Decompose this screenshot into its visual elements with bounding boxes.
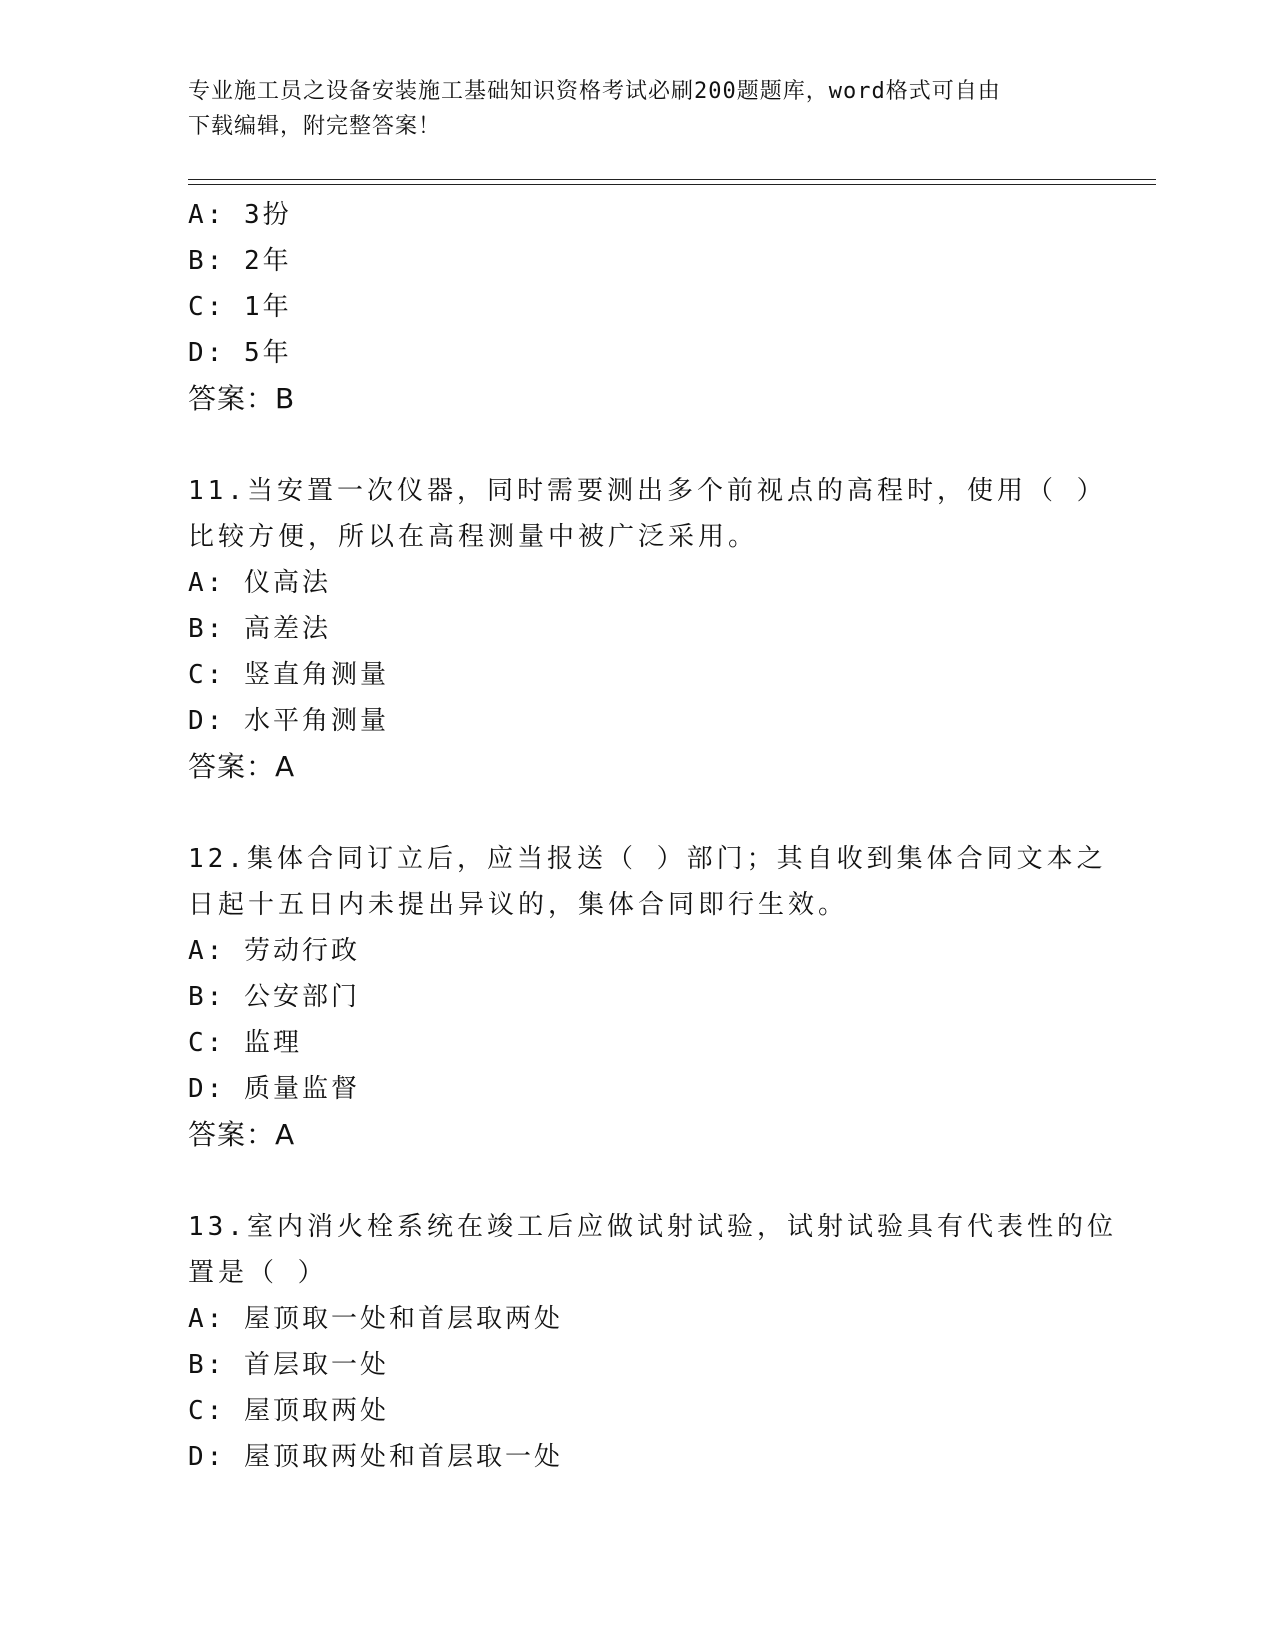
header-divider-bottom: [188, 184, 1156, 185]
option-b: B: 首层取一处: [188, 1350, 389, 1380]
question-stem-line-2: 置是（ ）: [188, 1258, 328, 1288]
question-list: [188, 192, 1117, 1480]
header-divider-top: [188, 179, 1156, 180]
option-d: D: 水平角测量: [188, 706, 389, 736]
answer-line: 答案：B: [188, 382, 296, 415]
answer-line: 答案：A: [188, 1118, 296, 1151]
question-stem-line-1: 13.室内消火栓系统在竣工后应做试射试验，试射试验具有代表性的位: [188, 1212, 1117, 1242]
answer-line: 答案：A: [188, 750, 296, 783]
option-c: C: 竖直角测量: [188, 660, 389, 690]
option-a: A: 仪高法: [188, 568, 331, 598]
question-10: [188, 192, 1088, 422]
option-b: B: 高差法: [188, 614, 331, 644]
header-line-1: 专业施工员之设备安装施工基础知识资格考试必刷200题题库，word格式可自由: [188, 79, 1001, 104]
question-13: [188, 1204, 1117, 1480]
option-c: C: 屋顶取两处: [188, 1396, 389, 1426]
option-d: D: 质量监督: [188, 1074, 360, 1104]
question-stem-line-2: 比较方便，所以在高程测量中被广泛采用。: [188, 522, 759, 552]
spacer: [188, 790, 1088, 836]
spacer: [188, 1158, 1088, 1204]
question-12: [188, 836, 1107, 1158]
option-a: A: 3扮: [188, 200, 292, 230]
document-header: [188, 74, 1068, 144]
option-c: C: 1年: [188, 292, 292, 322]
option-a: A: 劳动行政: [188, 936, 360, 966]
option-d: D: 5年: [188, 338, 292, 368]
option-d: D: 屋顶取两处和首层取一处: [188, 1442, 563, 1472]
spacer: [188, 422, 1088, 468]
option-b: B: 公安部门: [188, 982, 360, 1012]
question-stem-line-2: 日起十五日内未提出异议的，集体合同即行生效。: [188, 890, 849, 920]
option-c: C: 监理: [188, 1028, 302, 1058]
question-stem-line-1: 12.集体合同订立后，应当报送（ ）部门；其自收到集体合同文本之: [188, 844, 1107, 874]
question-stem-line-1: 11.当安置一次仪器，同时需要测出多个前视点的高程时，使用（ ）: [188, 476, 1107, 506]
option-b: B: 2年: [188, 246, 292, 276]
question-11: [188, 468, 1107, 790]
option-a: A: 屋顶取一处和首层取两处: [188, 1304, 563, 1334]
header-line-2: 下载编辑，附完整答案！: [188, 114, 442, 139]
